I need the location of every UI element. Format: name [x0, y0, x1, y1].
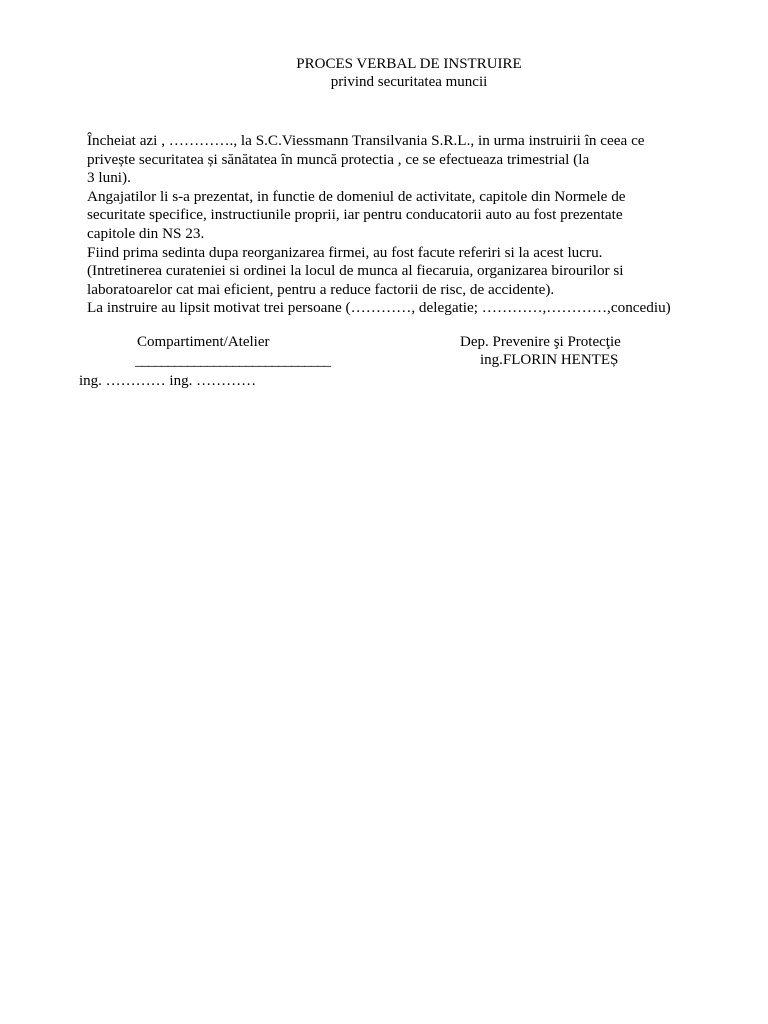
- signature-right-label: Dep. Prevenire şi Protecţie: [460, 334, 621, 350]
- body-line: securitate specifice, instructiunile proprii, iar pentru conducatorii auto au fost prezentate: [87, 206, 623, 224]
- body-line: Încheiat azi , …………., la S.C.Viessmann Transilvania S.R.L., in urma instruirii în ceea ce: [87, 132, 645, 149]
- signature-left-label: Compartiment/Atelier: [137, 334, 270, 350]
- body-line: capitole din NS 23.: [87, 224, 205, 242]
- signature-right-name: ing.FLORIN HENTEȘ: [480, 352, 619, 368]
- body-line: 3 luni).: [87, 169, 131, 187]
- body-line: Angajatilor li s-a prezentat, in functie de domeniul de activitate, capitole din Normele de: [87, 187, 626, 205]
- document-subtitle: privind securitatea muncii: [330, 74, 488, 90]
- document-title: PROCES VERBAL DE INSTRUIRE: [296, 56, 522, 72]
- signature-left-line: ______________________________: [135, 353, 330, 369]
- body-line: La instruire au lipsit motivat trei persoane (…………, delegatie; …………,…………,concediu): [87, 299, 671, 317]
- document-body: [87, 132, 737, 318]
- signature-left-names: ing. ………… ing. …………: [79, 373, 257, 389]
- body-line: Fiind prima sedinta dupa reorganizarea firmei, au fost facute referiri si la acest lucru.: [87, 243, 603, 261]
- body-line: (Intretinerea curateniei si ordinei la locul de munca al fiecaruia, organizarea birourilor si: [87, 262, 624, 280]
- body-line: privește securitatea și sănătatea în muncă protectia , ce se efectueaza trimestrial (la: [87, 150, 590, 168]
- body-line: laboratoarelor cat mai eficient, pentru a reduce factorii de risc, de accidente).: [87, 280, 555, 298]
